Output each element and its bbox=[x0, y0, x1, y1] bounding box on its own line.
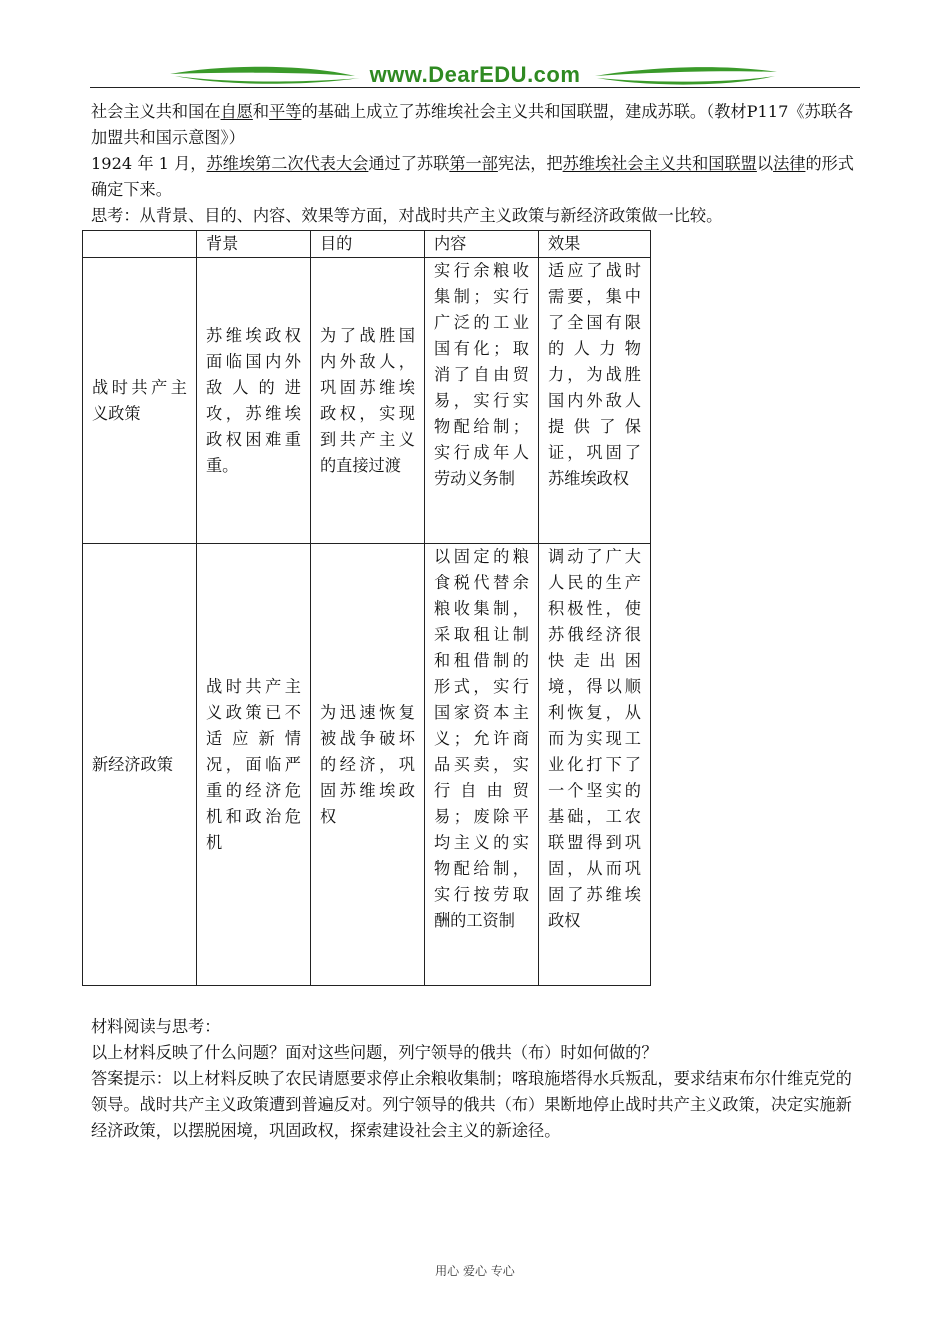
table-header-cell: 效果 bbox=[539, 231, 651, 258]
table-row bbox=[83, 544, 651, 986]
intro-text bbox=[91, 99, 863, 229]
policy-name-cell: 战时共产主义政策 bbox=[83, 258, 197, 544]
table-header-cell: 目的 bbox=[311, 231, 425, 258]
background-cell: 战时共产主义政策已不适应新情况，面临严重的经济危机和政治危机 bbox=[197, 544, 311, 986]
table-header-cell bbox=[83, 231, 197, 258]
paragraph-question: 思考：从背景、目的、内容、效果等方面，对战时共产主义政策与新经济政策做一比较。 bbox=[91, 206, 723, 225]
paragraph-founding: 社会主义共和国在自愿和平等的基础上成立了苏维埃社会主义共和国联盟，建成苏联。（教材P117《苏联各加盟共和国示意图》） bbox=[91, 102, 854, 147]
page-footer: 用心 爱心 专心 bbox=[435, 1264, 515, 1278]
effect-cell: 调动了广大人民的生产积极性，使苏俄经济很快走出困境，得以顺利恢复，从而为实现工业化打下了一个坚实的基础，工农联盟得到巩固，从而巩固了苏维埃政权 bbox=[539, 544, 651, 986]
policy-name-cell: 新经济政策 bbox=[83, 544, 197, 986]
table-header-row bbox=[83, 231, 651, 258]
table-header-cell: 背景 bbox=[197, 231, 311, 258]
comparison-table bbox=[82, 230, 651, 986]
purpose-cell: 为了战胜国内外敌人，巩固苏维埃政权，实现到共产主义的直接过渡 bbox=[311, 258, 425, 544]
background-cell: 苏维埃政权面临国内外敌人的进攻，苏维埃政权困难重重。 bbox=[197, 258, 311, 544]
reading-section bbox=[91, 1014, 863, 1144]
reading-answer: 答案提示：以上材料反映了农民请愿要求停止余粮收集制；喀琅施塔得水兵叛乱，要求结束布尔什维克党的领导。战时共产主义政策遭到普遍反对。列宁领导的俄共（布）果断地停止战时共产主义政策，决定实施新经济政策，以摆脱困境，巩固政权，探索建设社会主义的新途径。 bbox=[91, 1069, 852, 1140]
table-row bbox=[83, 258, 651, 544]
logo-text[interactable]: www.DearEDU.com bbox=[369, 62, 581, 87]
purpose-cell: 为迅速恢复被战争破坏的经济，巩固苏维埃政权 bbox=[311, 544, 425, 986]
reading-question: 以上材料反映了什么问题？面对这些问题，列宁领导的俄共（布）时如何做的？ bbox=[91, 1043, 658, 1062]
table-header-cell: 内容 bbox=[425, 231, 539, 258]
effect-cell: 适应了战时需要，集中了全国有限的人力物力，为战胜国内外敌人提供了保证，巩固了苏维埃政权 bbox=[539, 258, 651, 544]
reading-title: 材料阅读与思考： bbox=[91, 1017, 221, 1036]
content-cell: 实行余粮收集制；实行广泛的工业国有化；取消了自由贸易，实行实物配给制；实行成年人劳动义务制 bbox=[425, 258, 539, 544]
content-cell: 以固定的粮食税代替余粮收集制，采取租让制和租借制的形式，实行国家资本主义；允许商品买卖，实行自由贸易；废除平均主义的实物配给制，实行按劳取酬的工资制 bbox=[425, 544, 539, 986]
paragraph-constitution: 1924 年 1 月，苏维埃第二次代表大会通过了苏联第一部宪法，把苏维埃社会主义共和国联盟以法律的形式确定下来。 bbox=[91, 154, 854, 199]
header-divider bbox=[90, 87, 860, 88]
site-logo bbox=[165, 60, 785, 90]
